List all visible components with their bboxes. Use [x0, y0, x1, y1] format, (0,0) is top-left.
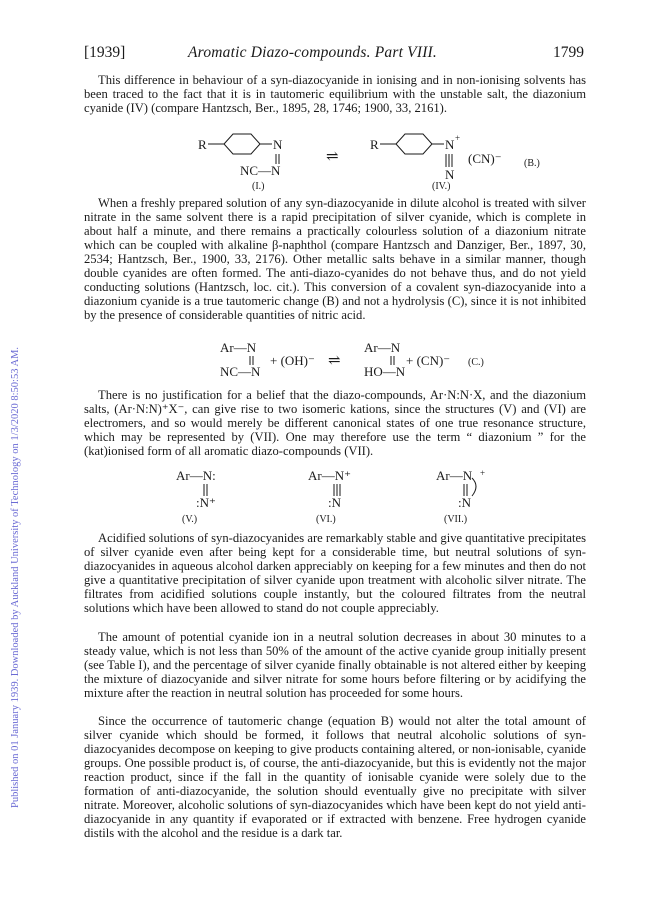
svg-text:(I.): (I.)	[252, 181, 265, 192]
svg-text:NC—N: NC—N	[220, 364, 261, 379]
svg-text::N: :N	[458, 495, 471, 510]
journal-year: [1939]	[84, 44, 126, 61]
equation-c	[84, 338, 586, 382]
svg-text:(VI.): (VI.)	[316, 514, 336, 525]
svg-text:N: N	[273, 137, 283, 152]
svg-text:Ar—N: Ar—N	[220, 340, 257, 355]
svg-text:⇌: ⇌	[326, 149, 339, 165]
paragraph-1: This difference in behaviour of a syn-diazocyanide in ionising and in non-ionising solvents has been traced to the fact that it is in tautomeric equilibrium with the unstable salt, the diazonium cyanide (IV) (compare Hantzsch, Ber., 1895, 28, 1746; 1900, 33, 2161).	[84, 73, 586, 115]
svg-text:Ar—N: Ar—N	[364, 340, 401, 355]
paragraph-2: When a freshly prepared solution of any syn-diazocyanide in dilute alcohol is treated with silver nitrate in the same solvent there is a rapid precipitation of silver cyanide, which is complete in about half a minute, and there remains a practically colourless solution of a diazonium nitrate which can be coupled with alkaline β-naphthol (compare Hantzsch and Danziger, Ber., 1897, 30, 2534; Hantzsch, Ber., 1900, 33, 2176). Other metallic salts behave in a similar manner, though double cyanides are often formed. The anti-diazo-cyanides do not behave thus, and do not yield conducting solutions (Hantzsch, loc. cit.). This conversion of a covalent syn-diazocyanide into a diazonium cyanide is a true tautomeric change (B) and not a hydrolysis (C), since it is not inhibited by the presence of considerable quantities of nitric acid.	[84, 196, 586, 322]
svg-text:NC—N: NC—N	[240, 163, 281, 178]
paragraph-3: There is no justification for a belief that the diazo-compounds, Ar·N:N·X, and the diazonium salts, (Ar·N:N)⁺X⁻, can give rise to two isomeric kations, since the structures (V) and (VI) are electromers, and so would merely be different canonical states of one true resonance structure, which may be represented by (VII). One may therefore use the term “ diazonium ” for the (kat)ionised form of all aromatic diazo-compounds (VII).	[84, 388, 586, 458]
resonance-structures	[84, 464, 586, 526]
svg-text:R: R	[370, 137, 379, 152]
svg-text:R: R	[198, 137, 207, 152]
svg-text::N⁺: :N⁺	[196, 495, 216, 510]
page-header	[84, 44, 584, 64]
svg-text:+ (OH)⁻: + (OH)⁻	[270, 353, 315, 368]
svg-text:(CN)⁻: (CN)⁻	[468, 151, 502, 166]
running-title: Aromatic Diazo-compounds. Part VIII.	[188, 44, 437, 61]
page-number: 1799	[553, 44, 584, 61]
svg-text:(IV.): (IV.)	[432, 181, 451, 192]
svg-text:+ (CN)⁻: + (CN)⁻	[406, 353, 451, 368]
paragraph-4: Acidified solutions of syn-diazocyanides are remarkably stable and give quantitative precipitates of silver cyanide even after being kept for a considerable time, but neutral solutions of syn-diazocyanides in aqueous alcohol darken appreciably on keeping for a few minutes and then do not give a quantitative precipitation of silver cyanide upon treatment with alcoholic silver nitrate. The filtrates from acidified solutions couple instantly, but the coloured filtrates from the neutral solutions which have been allowed to stand do not couple appreciably.	[84, 531, 586, 615]
svg-text:(C.): (C.)	[468, 357, 484, 368]
svg-text:(VII.): (VII.)	[444, 514, 468, 525]
svg-text:Ar—N⁺: Ar—N⁺	[308, 468, 351, 483]
equation-b	[84, 130, 586, 192]
svg-text::N: :N	[328, 495, 341, 510]
svg-text:N: N	[445, 137, 455, 152]
download-watermark: Published on 01 January 1939. Downloaded by Auckland University of Technology on 1/3/2020 8:50:53 AM.	[10, 346, 21, 808]
svg-text:(B.): (B.)	[524, 158, 540, 169]
paragraph-5: The amount of potential cyanide ion in a neutral solution decreases in about 30 minutes to a steady value, which is not less than 50% of the amount of the active cyanide group initially present (see Table I), and the percentage of silver cyanide finally obtainable is not altered either by keeping the mixture of diazocyanide and silver nitrate for some hours before filtering or by acidifying the mixture after the reaction in neutral solution has proceeded for some hours.	[84, 630, 586, 700]
svg-text:N: N	[445, 167, 455, 182]
svg-text:⇌: ⇌	[328, 353, 341, 369]
svg-text:Ar—N:: Ar—N:	[176, 468, 216, 483]
paragraph-6: Since the occurrence of tautomeric change (equation B) would not alter the total amount of silver cyanide which should be formed, it follows that neutral alcoholic solutions of syn-diazocyanides decompose on keeping to give products containing altered, or non-ionisable, cyanide groups. One possible product is, of course, the anti-diazocyanide, but this is evidently not the major reaction product, since if the fall in the quantity of ionisable cyanide were solely due to the formation of anti-diazocyanide, the solution should eventually give no precipitate with silver nitrate. Moreover, alcoholic solutions of syn-diazocyanides which have been kept do not yield anti-diazocyanide in any quantity if evaporated or if extracted with benzene. Free hydrogen cyanide distils with the alcohol and the residue is a dark tar.	[84, 714, 586, 840]
svg-text:HO—N: HO—N	[364, 364, 406, 379]
svg-text:+: +	[455, 133, 461, 143]
svg-text:(V.): (V.)	[182, 514, 198, 525]
svg-text:+: +	[480, 468, 486, 478]
svg-text:Ar—N: Ar—N	[436, 468, 473, 483]
